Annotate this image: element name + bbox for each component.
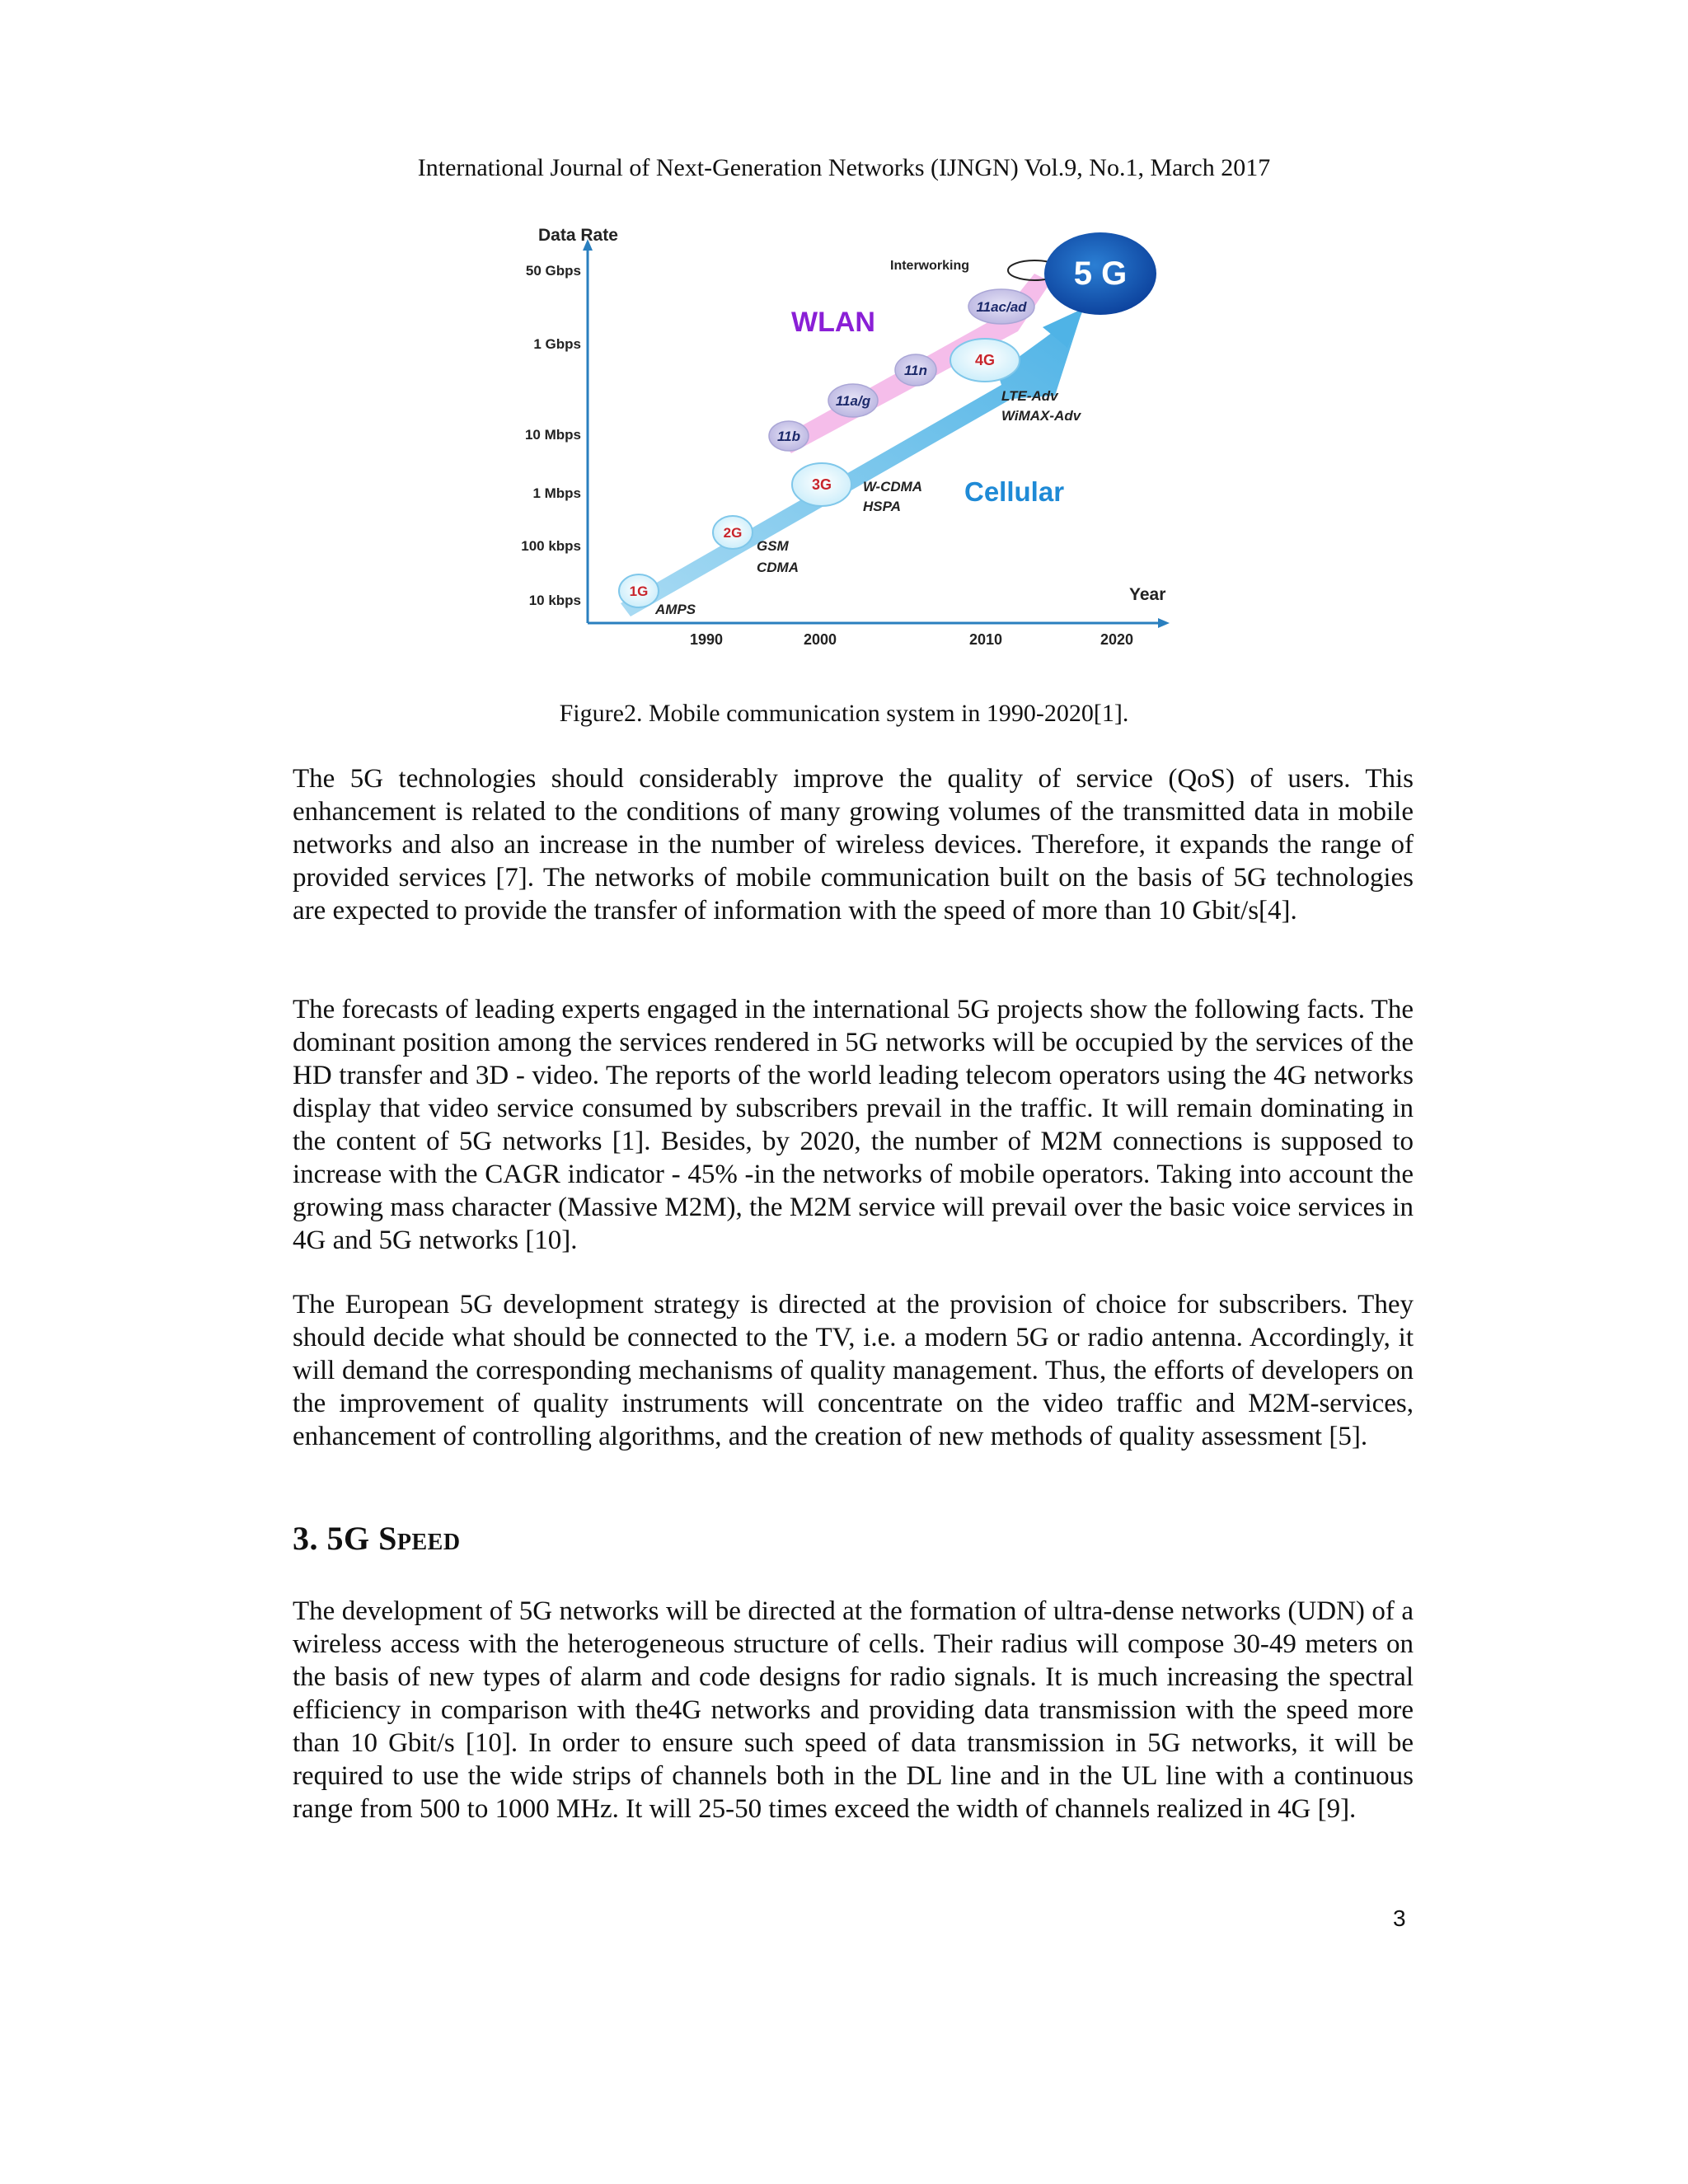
svg-text:3G: 3G	[811, 476, 832, 493]
x-tick-2000: 2000	[803, 631, 837, 648]
x-axis-arrow	[1158, 618, 1170, 628]
svg-text:11ac/ad: 11ac/ad	[976, 299, 1027, 315]
y-tick-10kbps: 10 kbps	[528, 593, 581, 608]
x-tick-2010: 2010	[968, 631, 1003, 648]
svg-text:2G: 2G	[723, 525, 743, 541]
tech-amps: AMPS	[655, 602, 696, 617]
figure-mobile-generations	[507, 216, 1183, 661]
paragraph-forecasts: The forecasts of leading experts engaged in the international 5G projects show the following facts. The dominant position among the services rendered in 5G networks will be occupied by the services of the HD transfer and 3D - video. The reports of the world leading telecom operators using the 4G networks display that video service consumed by subscribers prevail in the traffic. It will remain dominating in the content of 5G networks [1]. Besides, by 2020, the number of M2M connections is supposed to increase with the CAGR indicator - 45% -in the networks of mobile operators. Taking into account the growing mass character (Massive M2M), the M2M service will prevail over the basic voice services in 4G and 5G networks [10].	[293, 995, 1414, 1255]
wlan-11b-bubble	[769, 421, 809, 451]
wlan-label: WLAN	[791, 307, 875, 338]
figure-caption: Figure2. Mobile communication system in 1990-2020[1].	[559, 700, 1129, 727]
tech-gsm: GSM	[757, 538, 789, 554]
paragraph-qos: The 5G technologies should considerably improve the quality of service (QoS) of users. This enhancement is related to the conditions of many growing volumes of the transmitted data in mobile networks and also an increase in the number of wireless devices. Therefore, it expands the range of provided services [7]. The networks of mobile communication built on the basis of 5G technologies are expected to provide the transfer of information with the speed of more than 10 Gbit/s[4].	[293, 764, 1414, 926]
svg-text:5 G: 5 G	[1073, 255, 1128, 292]
interworking-label: Interworking	[890, 259, 970, 273]
x-axis-title: Year	[1129, 585, 1166, 604]
y-tick-1gbps: 1 Gbps	[533, 336, 581, 352]
paragraph-5g-speed: The development of 5G networks will be directed at the formation of ultra-dense networks (UDN) of a wireless access with the heterogeneous structure of cells. Their radius will compose 30-49 meters on the basis of new types of alarm and code designs for radio signals. It is much increasing the spectral efficiency in comparison with the4G networks and providing data transmission with the speed more than 10 Gbit/s [10]. In order to ensure such speed of data transmission in 5G networks, it will be required to use the wide strips of channels both in the DL line and in the UL line with a continuous range from 500 to 1000 MHz. It will 25-50 times exceed the width of channels realized in 4G [9].	[293, 1596, 1414, 1824]
y-tick-10mbps: 10 Mbps	[524, 427, 581, 443]
paragraph-european-strategy: The European 5G development strategy is directed at the provision of choice for subscribers. They should decide what should be connected to the TV, i.e. a modern 5G or radio antenna. Accordingly, it will demand the corresponding mechanisms of quality management. Thus, the efforts of developers on the improvement of quality instruments will concentrate on the video traffic and M2M-services, enhancement of controlling algorithms, and the creation of new methods of quality assessment [5].	[293, 1290, 1414, 1451]
svg-text:1G: 1G	[629, 583, 649, 599]
y-tick-50gbps: 50 Gbps	[525, 263, 581, 279]
page-number: 3	[1393, 1905, 1406, 1931]
tech-lte-adv: LTE-Adv	[1001, 388, 1058, 404]
y-tick-1mbps: 1 Mbps	[532, 485, 581, 501]
fiveg-bubble	[1044, 232, 1156, 315]
running-header: International Journal of Next-Generation Networks (IJNGN) Vol.9, No.1, March 2017	[417, 154, 1271, 181]
tech-wimax-adv: WiMAX-Adv	[1001, 408, 1081, 424]
tech-wcdma: W-CDMA	[863, 479, 923, 494]
wlan-11n-bubble	[895, 354, 936, 386]
gen-3g-bubble	[792, 463, 851, 506]
section-heading-5g-speed: 3. 5G Speed	[293, 1520, 461, 1557]
figure-diagram	[507, 216, 1183, 661]
svg-text:11b: 11b	[776, 429, 801, 444]
svg-text:11n: 11n	[903, 363, 928, 378]
tech-cdma: CDMA	[757, 560, 799, 575]
wlan-11ag-bubble	[828, 384, 878, 417]
gen-1g-bubble	[619, 574, 659, 607]
svg-text:4G: 4G	[974, 352, 996, 368]
x-tick-2020: 2020	[1100, 631, 1134, 648]
y-tick-100kbps: 100 kbps	[521, 538, 581, 554]
svg-text:11a/g: 11a/g	[835, 393, 871, 409]
gen-4g-bubble	[950, 339, 1020, 382]
wlan-11acad-bubble	[968, 289, 1034, 324]
y-axis-title: Data Rate	[538, 226, 618, 245]
gen-2g-bubble	[713, 516, 753, 549]
x-tick-1990: 1990	[689, 631, 724, 648]
cellular-label: Cellular	[964, 476, 1065, 507]
tech-hspa: HSPA	[863, 499, 901, 514]
